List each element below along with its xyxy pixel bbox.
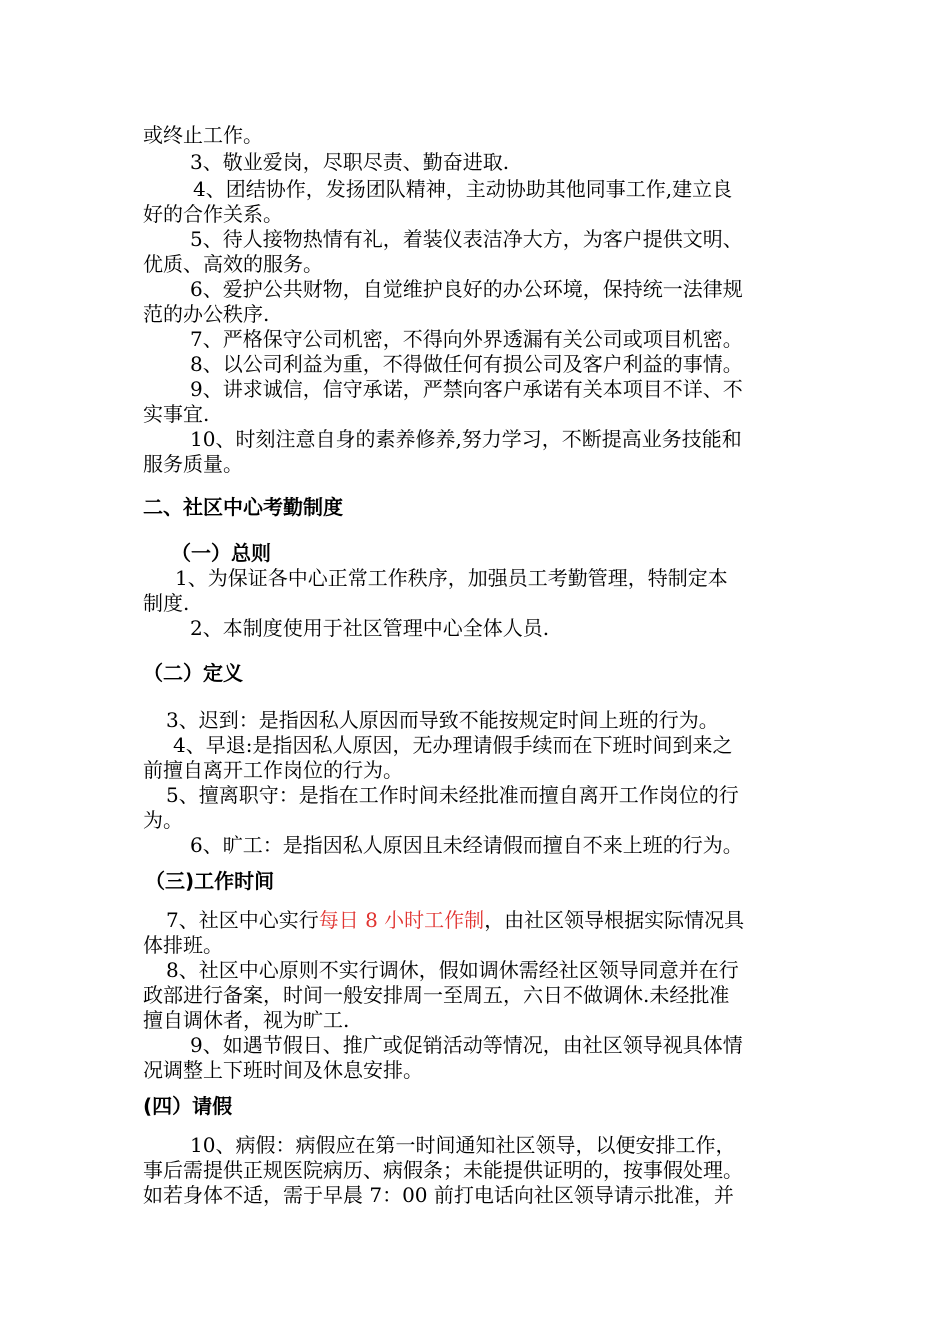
text-line: 8、社区中心原则不实行调休，假如调休需经社区领导同意并在行 <box>166 958 739 982</box>
text-line <box>166 907 744 933</box>
text-line: 5、待人接物热情有礼，着装仪表洁净大方，为客户提供文明、 <box>190 227 743 251</box>
text-line: 范的办公秩序. <box>143 302 270 326</box>
text-line: 或终止工作。 <box>143 123 263 147</box>
text-line: 事后需提供正规医院病历、病假条；未能提供证明的，按事假处理。 <box>143 1158 743 1182</box>
text-line: 况调整上下班时间及休息安排。 <box>143 1058 423 1082</box>
text-line: 1、为保证各中心正常工作秩序，加强员工考勤管理，特制定本 <box>175 566 728 590</box>
text-line: 好的合作关系。 <box>143 202 283 226</box>
text-line: 4、团结协作，发扬团队精神，主动协助其他同事工作,建立良 <box>193 177 733 201</box>
subsection-heading: (四）请假 <box>143 1094 233 1118</box>
highlighted-text: 每日 8 小时工作制 <box>318 908 485 932</box>
text-line: 8、以公司利益为重，不得做任何有损公司及客户利益的事情。 <box>190 352 743 376</box>
text-line: 如若身体不适，需于早晨 7：00 前打电话向社区领导请示批准，并 <box>143 1183 734 1207</box>
text-line: 政部进行备案，时间一般安排周一至周五，六日不做调休.未经批准 <box>143 983 730 1007</box>
text-line: 实事宜. <box>143 402 210 426</box>
text-line: 10、时刻注意自身的素养修养,努力学习，不断提高业务技能和 <box>190 427 742 451</box>
text-line: 前擅自离开工作岗位的行为。 <box>143 758 403 782</box>
subsection-heading: （三)工作时间 <box>145 869 275 893</box>
text-line: 为。 <box>143 808 183 832</box>
section-title: 二、社区中心考勤制度 <box>143 495 343 519</box>
text-line: 3、敬业爱岗，尽职尽责、勤奋进取. <box>190 150 510 174</box>
text-line: 9、如遇节假日、推广或促销活动等情况，由社区领导视具体情 <box>190 1033 743 1057</box>
text-line: 7、严格保守公司机密，不得向外界透漏有关公司或项目机密。 <box>190 327 743 351</box>
subsection-heading: （一）总则 <box>171 541 271 565</box>
text-line: 服务质量。 <box>143 452 243 476</box>
text-line: 5、擅离职守：是指在工作时间未经批准而擅自离开工作岗位的行 <box>166 783 739 807</box>
text-line: 制度. <box>143 591 190 615</box>
text-line: 3、迟到：是指因私人原因而导致不能按规定时间上班的行为。 <box>166 708 719 732</box>
text-segment: ，由社区领导根据实际情况具 <box>484 908 745 932</box>
text-segment: 7、社区中心实行 <box>166 908 319 932</box>
text-line: 10、病假：病假应在第一时间通知社区领导，以便安排工作， <box>190 1133 736 1157</box>
text-line: 6、旷工：是指因私人原因且未经请假而擅自不来上班的行为。 <box>190 833 743 857</box>
text-line: 9、讲求诚信，信守承诺，严禁向客户承诺有关本项目不详、不 <box>190 377 743 401</box>
text-line: 4、早退:是指因私人原因，无办理请假手续而在下班时间到来之 <box>173 733 733 757</box>
subsection-heading: （二）定义 <box>143 661 243 685</box>
text-line: 6、爱护公共财物，自觉维护良好的办公环境，保持统一法律规 <box>190 277 743 301</box>
text-line: 体排班。 <box>143 933 223 957</box>
text-line: 优质、高效的服务。 <box>143 252 323 276</box>
text-line: 2、本制度使用于社区管理中心全体人员. <box>190 616 550 640</box>
text-line: 擅自调休者，视为旷工. <box>143 1008 350 1032</box>
